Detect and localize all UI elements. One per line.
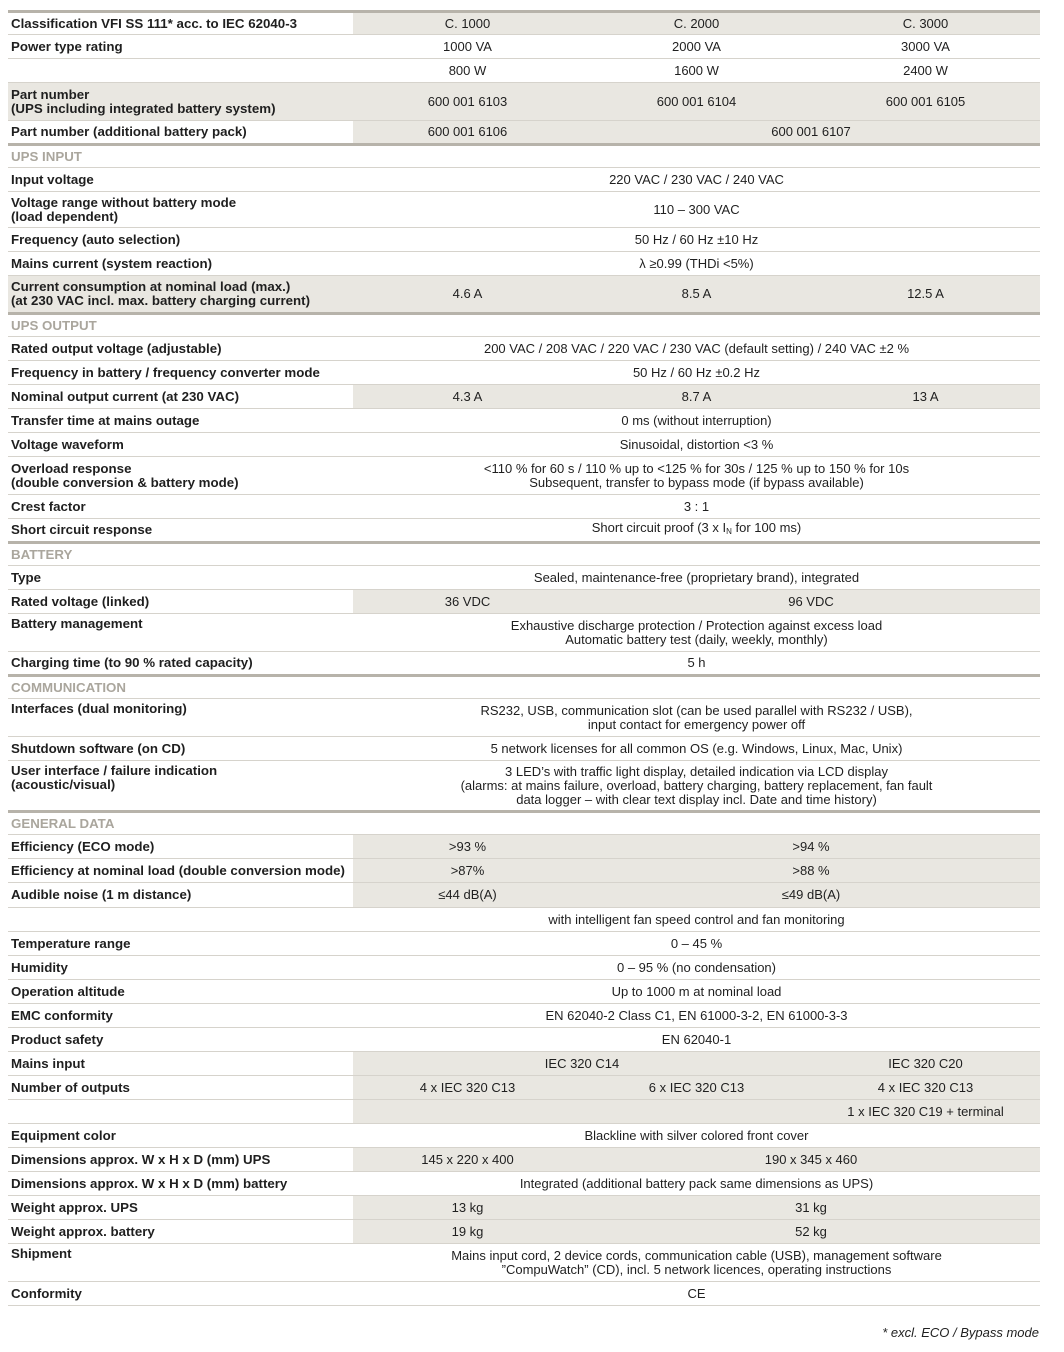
cell-empty bbox=[582, 1100, 811, 1124]
cell bbox=[353, 1244, 1040, 1282]
cell: ≤49 dB(A) bbox=[582, 883, 1040, 908]
table-row bbox=[8, 1282, 1040, 1306]
cell: 600 001 6106 bbox=[353, 121, 582, 145]
value-line: data logger – with clear text display incl. Date and time history) bbox=[516, 791, 877, 807]
label-line: (acoustic/visual) bbox=[11, 777, 116, 792]
section-header bbox=[8, 812, 1040, 835]
table-row bbox=[8, 652, 1040, 676]
label-line: User interface / failure indication bbox=[11, 763, 218, 778]
label-line: (at 230 VAC incl. max. battery charging current) bbox=[11, 293, 311, 308]
row-label bbox=[8, 457, 353, 495]
row-label: Type bbox=[8, 566, 353, 590]
cell: with intelligent fan speed control and fan monitoring bbox=[353, 908, 1040, 932]
cell: >93 % bbox=[353, 835, 582, 859]
cell: Sinusoidal, distortion <3 % bbox=[353, 433, 1040, 457]
cell: 220 VAC / 230 VAC / 240 VAC bbox=[353, 168, 1040, 192]
row-label: Rated voltage (linked) bbox=[8, 590, 353, 614]
model-c3000: C. 3000 bbox=[811, 12, 1040, 35]
section-title-general-data: GENERAL DATA bbox=[8, 812, 1040, 835]
label-line: (load dependent) bbox=[11, 208, 119, 224]
label-line: Current consumption at nominal load (max.) bbox=[11, 279, 291, 294]
row-label-empty bbox=[8, 59, 353, 83]
value-line: Automatic battery test (daily, weekly, monthly) bbox=[565, 631, 828, 647]
row-label: Humidity bbox=[8, 956, 353, 980]
table-row bbox=[8, 252, 1040, 276]
spec-table bbox=[8, 10, 1040, 1306]
cell: Up to 1000 m at nominal load bbox=[353, 980, 1040, 1004]
row-label: EMC conformity bbox=[8, 1004, 353, 1028]
value-line: RS232, USB, communication slot (can be used parallel with RS232 / USB), bbox=[480, 702, 913, 718]
cell: 13 A bbox=[811, 385, 1040, 409]
row-label: Frequency (auto selection) bbox=[8, 228, 353, 252]
table-row bbox=[8, 614, 1040, 652]
table-row bbox=[8, 1052, 1040, 1076]
table-row bbox=[8, 361, 1040, 385]
spec-sheet bbox=[8, 10, 1040, 1306]
cell: 145 x 220 x 400 bbox=[353, 1148, 582, 1172]
section-title-communication: COMMUNICATION bbox=[8, 676, 1040, 699]
cell: 4 x IEC 320 C13 bbox=[811, 1076, 1040, 1100]
cell: 2000 VA bbox=[582, 35, 811, 59]
cell: 4.3 A bbox=[353, 385, 582, 409]
table-row bbox=[8, 1004, 1040, 1028]
value-line: ”CompuWatch” (CD), incl. 5 network licences, operating instructions bbox=[501, 1261, 892, 1277]
cell: 5 h bbox=[353, 652, 1040, 676]
table-row bbox=[8, 1196, 1040, 1220]
cell: 600 001 6107 bbox=[582, 121, 1040, 145]
table-row bbox=[8, 1028, 1040, 1052]
table-row bbox=[8, 932, 1040, 956]
cell: 1 x IEC 320 C19 + terminal bbox=[811, 1100, 1040, 1124]
cell: Integrated (additional battery pack same dimensions as UPS) bbox=[353, 1172, 1040, 1196]
section-header bbox=[8, 314, 1040, 337]
row-label: Part number (additional battery pack) bbox=[8, 121, 353, 145]
value-line: <110 % for 60 s / 110 % up to <125 % for 30s / 125 % up to 150 % for 10s bbox=[483, 460, 910, 476]
cell: 2400 W bbox=[811, 59, 1040, 83]
cell bbox=[353, 699, 1040, 737]
table-row bbox=[8, 1220, 1040, 1244]
cell: >87% bbox=[353, 859, 582, 883]
subscript: N bbox=[726, 527, 732, 536]
row-label: Shipment bbox=[8, 1244, 353, 1282]
table-row bbox=[8, 859, 1040, 883]
table-row bbox=[8, 433, 1040, 457]
table-row bbox=[8, 276, 1040, 314]
row-label: Operation altitude bbox=[8, 980, 353, 1004]
section-title-battery: BATTERY bbox=[8, 543, 1040, 566]
cell: 0 – 95 % (no condensation) bbox=[353, 956, 1040, 980]
table-row bbox=[8, 168, 1040, 192]
row-label: Interfaces (dual monitoring) bbox=[8, 699, 353, 737]
section-header bbox=[8, 543, 1040, 566]
row-label: Nominal output current (at 230 VAC) bbox=[8, 385, 353, 409]
table-row bbox=[8, 1244, 1040, 1282]
model-c2000: C. 2000 bbox=[582, 12, 811, 35]
table-row bbox=[8, 457, 1040, 495]
cell: 3000 VA bbox=[811, 35, 1040, 59]
cell: 4 x IEC 320 C13 bbox=[353, 1076, 582, 1100]
row-label: Battery management bbox=[8, 614, 353, 652]
section-title-ups-input: UPS INPUT bbox=[8, 145, 1040, 168]
row-label bbox=[8, 83, 353, 121]
cell bbox=[353, 519, 1040, 543]
table-row bbox=[8, 883, 1040, 908]
section-header bbox=[8, 676, 1040, 699]
row-label: Rated output voltage (adjustable) bbox=[8, 337, 353, 361]
cell: 3 : 1 bbox=[353, 495, 1040, 519]
cell: 110 – 300 VAC bbox=[353, 192, 1040, 228]
table-row bbox=[8, 1124, 1040, 1148]
row-label: Crest factor bbox=[8, 495, 353, 519]
table-row bbox=[8, 1100, 1040, 1124]
row-label: Charging time (to 90 % rated capacity) bbox=[8, 652, 353, 676]
cell: EN 62040-1 bbox=[353, 1028, 1040, 1052]
label-line: Overload response bbox=[11, 460, 132, 476]
value-line: 3 LED’s with traffic light display, detailed indication via LCD display bbox=[505, 763, 888, 779]
row-label: Input voltage bbox=[8, 168, 353, 192]
row-label-empty bbox=[8, 908, 353, 932]
cell: EN 62040-2 Class C1, EN 61000-3-2, EN 61000-3-3 bbox=[353, 1004, 1040, 1028]
row-label: Conformity bbox=[8, 1282, 353, 1306]
value-part: for 100 ms) bbox=[731, 520, 802, 535]
value-line: (alarms: at mains failure, overload, battery charging, battery replacement, fan fault bbox=[460, 777, 933, 793]
cell: 13 kg bbox=[353, 1196, 582, 1220]
value-line: Mains input cord, 2 device cords, communication cable (USB), management software bbox=[451, 1247, 942, 1263]
cell: 5 network licenses for all common OS (e.g. Windows, Linux, Mac, Unix) bbox=[353, 737, 1040, 761]
cell: 0 ms (without interruption) bbox=[353, 409, 1040, 433]
table-row bbox=[8, 519, 1040, 543]
cell: Sealed, maintenance-free (proprietary brand), integrated bbox=[353, 566, 1040, 590]
table-row bbox=[8, 228, 1040, 252]
row-label: Frequency in battery / frequency converter mode bbox=[8, 361, 353, 385]
row-label: Dimensions approx. W x H x D (mm) battery bbox=[8, 1172, 353, 1196]
label-line: Part number bbox=[11, 86, 90, 102]
cell: Blackline with silver colored front cover bbox=[353, 1124, 1040, 1148]
row-label-empty bbox=[8, 1100, 353, 1124]
cell: 96 VDC bbox=[582, 590, 1040, 614]
cell: 1000 VA bbox=[353, 35, 582, 59]
row-label: Audible noise (1 m distance) bbox=[8, 883, 353, 908]
cell: ≤44 dB(A) bbox=[353, 883, 582, 908]
row-label: Efficiency at nominal load (double conversion mode) bbox=[8, 859, 353, 883]
cell: 200 VAC / 208 VAC / 220 VAC / 230 VAC (default setting) / 240 VAC ±2 % bbox=[353, 337, 1040, 361]
row-label: Shutdown software (on CD) bbox=[8, 737, 353, 761]
table-row bbox=[8, 1076, 1040, 1100]
section-title-ups-output: UPS OUTPUT bbox=[8, 314, 1040, 337]
row-label: Number of outputs bbox=[8, 1076, 353, 1100]
header-label: Classification VFI SS 111* acc. to IEC 62040-3 bbox=[8, 12, 353, 35]
row-label bbox=[8, 761, 353, 812]
row-label: Voltage waveform bbox=[8, 433, 353, 457]
table-row bbox=[8, 956, 1040, 980]
footnote: * excl. ECO / Bypass mode bbox=[882, 1325, 1039, 1340]
cell: >94 % bbox=[582, 835, 1040, 859]
cell: 31 kg bbox=[582, 1196, 1040, 1220]
cell: 1600 W bbox=[582, 59, 811, 83]
cell: 600 001 6104 bbox=[582, 83, 811, 121]
value-line: Exhaustive discharge protection / Protection against excess load bbox=[510, 617, 883, 633]
cell: 4.6 A bbox=[353, 276, 582, 314]
table-row bbox=[8, 566, 1040, 590]
table-row bbox=[8, 12, 1040, 35]
table-row bbox=[8, 980, 1040, 1004]
table-row bbox=[8, 761, 1040, 812]
cell: λ ≥0.99 (THDi <5%) bbox=[353, 252, 1040, 276]
row-label: Mains input bbox=[8, 1052, 353, 1076]
label-line: (double conversion & battery mode) bbox=[11, 474, 239, 490]
row-label: Mains current (system reaction) bbox=[8, 252, 353, 276]
table-row bbox=[8, 83, 1040, 121]
label-line: (UPS including integrated battery system) bbox=[11, 100, 276, 116]
cell: 8.7 A bbox=[582, 385, 811, 409]
cell: >88 % bbox=[582, 859, 1040, 883]
row-label bbox=[8, 192, 353, 228]
table-row bbox=[8, 59, 1040, 83]
cell: 50 Hz / 60 Hz ±0.2 Hz bbox=[353, 361, 1040, 385]
row-label: Temperature range bbox=[8, 932, 353, 956]
cell-empty bbox=[353, 1100, 582, 1124]
cell: 190 x 345 x 460 bbox=[582, 1148, 1040, 1172]
cell: 19 kg bbox=[353, 1220, 582, 1244]
table-row bbox=[8, 1172, 1040, 1196]
row-label: Transfer time at mains outage bbox=[8, 409, 353, 433]
table-row bbox=[8, 121, 1040, 145]
table-row bbox=[8, 385, 1040, 409]
table-row bbox=[8, 409, 1040, 433]
value-part: Short circuit proof (3 x I bbox=[591, 520, 727, 535]
table-row bbox=[8, 495, 1040, 519]
row-label: Dimensions approx. W x H x D (mm) UPS bbox=[8, 1148, 353, 1172]
row-label: Efficiency (ECO mode) bbox=[8, 835, 353, 859]
cell: 600 001 6105 bbox=[811, 83, 1040, 121]
row-label bbox=[8, 276, 353, 314]
cell: 6 x IEC 320 C13 bbox=[582, 1076, 811, 1100]
cell bbox=[353, 457, 1040, 495]
cell: 0 – 45 % bbox=[353, 932, 1040, 956]
value-line: input contact for emergency power off bbox=[587, 716, 806, 732]
section-header bbox=[8, 145, 1040, 168]
model-c1000: C. 1000 bbox=[353, 12, 582, 35]
table-row bbox=[8, 1148, 1040, 1172]
table-row bbox=[8, 835, 1040, 859]
value-line: Subsequent, transfer to bypass mode (if bypass available) bbox=[529, 474, 864, 490]
cell: 12.5 A bbox=[811, 276, 1040, 314]
table-row bbox=[8, 35, 1040, 59]
cell: 800 W bbox=[353, 59, 582, 83]
table-row bbox=[8, 590, 1040, 614]
cell: 36 VDC bbox=[353, 590, 582, 614]
row-label: Weight approx. battery bbox=[8, 1220, 353, 1244]
cell: 52 kg bbox=[582, 1220, 1040, 1244]
row-label: Equipment color bbox=[8, 1124, 353, 1148]
row-label: Product safety bbox=[8, 1028, 353, 1052]
row-label: Power type rating bbox=[8, 35, 353, 59]
table-row bbox=[8, 737, 1040, 761]
cell bbox=[353, 614, 1040, 652]
table-row bbox=[8, 192, 1040, 228]
cell: 8.5 A bbox=[582, 276, 811, 314]
cell: 50 Hz / 60 Hz ±10 Hz bbox=[353, 228, 1040, 252]
cell bbox=[353, 761, 1040, 812]
cell: IEC 320 C20 bbox=[811, 1052, 1040, 1076]
table-row bbox=[8, 337, 1040, 361]
cell: 600 001 6103 bbox=[353, 83, 582, 121]
label-line: Voltage range without battery mode bbox=[11, 194, 237, 210]
cell: IEC 320 C14 bbox=[353, 1052, 811, 1076]
cell: CE bbox=[353, 1282, 1040, 1306]
row-label: Weight approx. UPS bbox=[8, 1196, 353, 1220]
row-label: Short circuit response bbox=[8, 519, 353, 543]
table-row bbox=[8, 699, 1040, 737]
table-row bbox=[8, 908, 1040, 932]
